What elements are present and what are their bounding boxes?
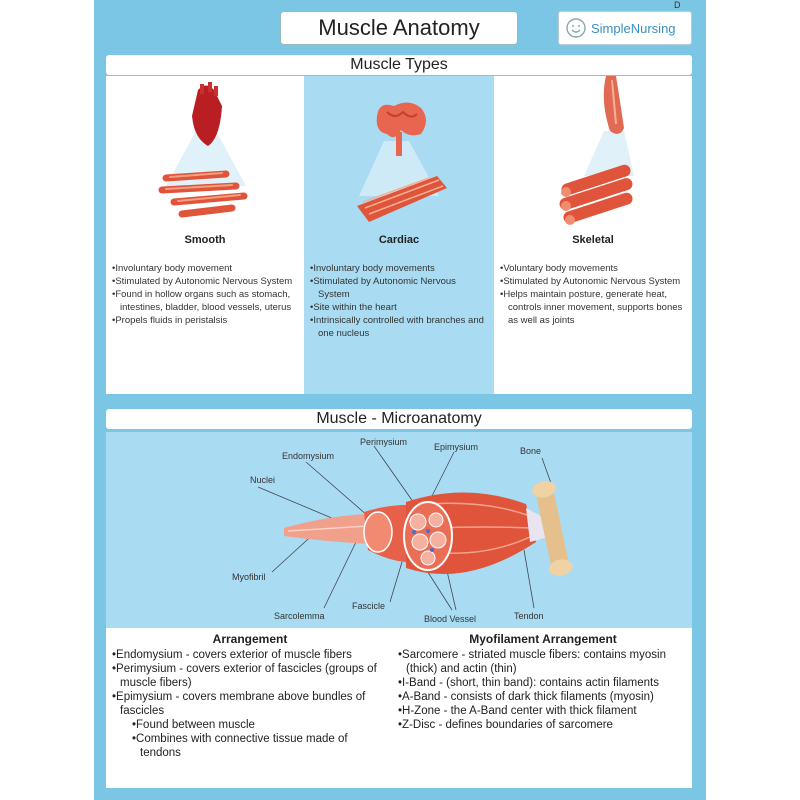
myofilament-column bbox=[398, 628, 688, 732]
label-tendon: Tendon bbox=[514, 611, 544, 621]
label-fascicle: Fascicle bbox=[352, 601, 386, 611]
myofilament-list bbox=[398, 648, 688, 732]
skeletal-bullet-list bbox=[500, 262, 688, 327]
list-item: • Stimulated by Autonomic Nervous System bbox=[112, 275, 300, 288]
label-sarcolemma: Sarcolemma bbox=[274, 611, 325, 621]
label-nuclei: Nuclei bbox=[250, 475, 276, 485]
list-item: • I-Band - (short, thin band): contains actin filaments bbox=[398, 676, 688, 690]
label-perimysium: Perimysium bbox=[360, 437, 408, 447]
list-item: • Endomysium - covers exterior of muscle fibers bbox=[112, 648, 388, 662]
label-bone: Bone bbox=[520, 446, 542, 456]
list-item: • Z-Disc - defines boundaries of sarcomere bbox=[398, 718, 688, 732]
smooth-bullet-list bbox=[112, 262, 300, 327]
heart-and-smooth-fibers-icon bbox=[136, 76, 276, 226]
list-item: • Stimulated by Autonomic Nervous System bbox=[500, 275, 688, 288]
list-item: • Found between muscle bbox=[112, 718, 388, 732]
type-name-cardiac: Cardiac bbox=[378, 234, 420, 246]
myofilament-title: Myofilament Arrangement bbox=[469, 632, 617, 646]
logo-text: SimpleNursing bbox=[591, 20, 676, 36]
list-item: • Stimulated by Autonomic Nervous System bbox=[310, 275, 490, 301]
list-item: • Sarcomere - striated muscle fibers: contains myosin (thick) and actin (thin) bbox=[398, 648, 688, 676]
type-column-skeletal bbox=[494, 76, 692, 394]
type-name-skeletal: Skeletal bbox=[572, 234, 614, 246]
type-column-smooth bbox=[106, 76, 304, 394]
list-item: • Perimysium - covers exterior of fascicles (groups of muscle fibers) bbox=[112, 662, 388, 690]
arm-muscle-and-skeletal-fibers-icon bbox=[524, 76, 664, 226]
type-name-smooth: Smooth bbox=[184, 234, 226, 246]
type-column-cardiac bbox=[304, 76, 494, 394]
microanatomy-header: Muscle - Microanatomy bbox=[106, 409, 692, 429]
cardiac-bullet-list bbox=[310, 262, 490, 340]
list-item: • Combines with connective tissue made of tendons bbox=[112, 732, 388, 760]
list-item: • Propels fluids in peristalsis bbox=[112, 314, 300, 327]
label-myofibril: Myofibril bbox=[232, 572, 266, 582]
list-item: • Epimysium - covers membrane above bundles of fascicles bbox=[112, 690, 388, 718]
arrangement-title: Arrangement bbox=[212, 632, 288, 646]
list-item: • Site within the heart bbox=[310, 301, 490, 314]
corner-mark: D bbox=[674, 0, 681, 10]
muscle-types-panel bbox=[106, 76, 692, 394]
arrangement-list bbox=[112, 648, 388, 760]
arrangement-panel bbox=[106, 628, 692, 788]
infographic-sheet bbox=[94, 0, 706, 800]
intestine-and-cardiac-fibers-icon bbox=[329, 76, 469, 226]
list-item: • Found in hollow organs such as stomach, intestines, bladder, blood vessels, uterus bbox=[112, 288, 300, 314]
list-item: • H-Zone - the A-Band center with thick filament bbox=[398, 704, 688, 718]
list-item: • Voluntary body movements bbox=[500, 262, 688, 275]
label-blood-vessel: Blood Vessel bbox=[424, 614, 477, 624]
muscle-cross-section-diagram bbox=[106, 432, 692, 628]
page-title: Muscle Anatomy bbox=[280, 11, 518, 45]
label-epimysium: Epimysium bbox=[434, 442, 479, 452]
arrangement-column bbox=[112, 628, 388, 760]
simplenursing-logo bbox=[558, 11, 692, 45]
list-item: • Involuntary body movement bbox=[112, 262, 300, 275]
list-item: • A-Band - consists of dark thick filaments (myosin) bbox=[398, 690, 688, 704]
label-endomysium: Endomysium bbox=[282, 451, 335, 461]
list-item: • Intrinsically controlled with branches and one nucleus bbox=[310, 314, 490, 340]
microanatomy-panel bbox=[106, 432, 692, 628]
smiley-face-icon bbox=[565, 17, 587, 39]
list-item: • Involuntary body movements bbox=[310, 262, 490, 275]
list-item: • Helps maintain posture, generate heat, controls inner movement, supports bones as well as joints bbox=[500, 288, 688, 327]
muscle-types-header: Muscle Types bbox=[106, 55, 692, 75]
